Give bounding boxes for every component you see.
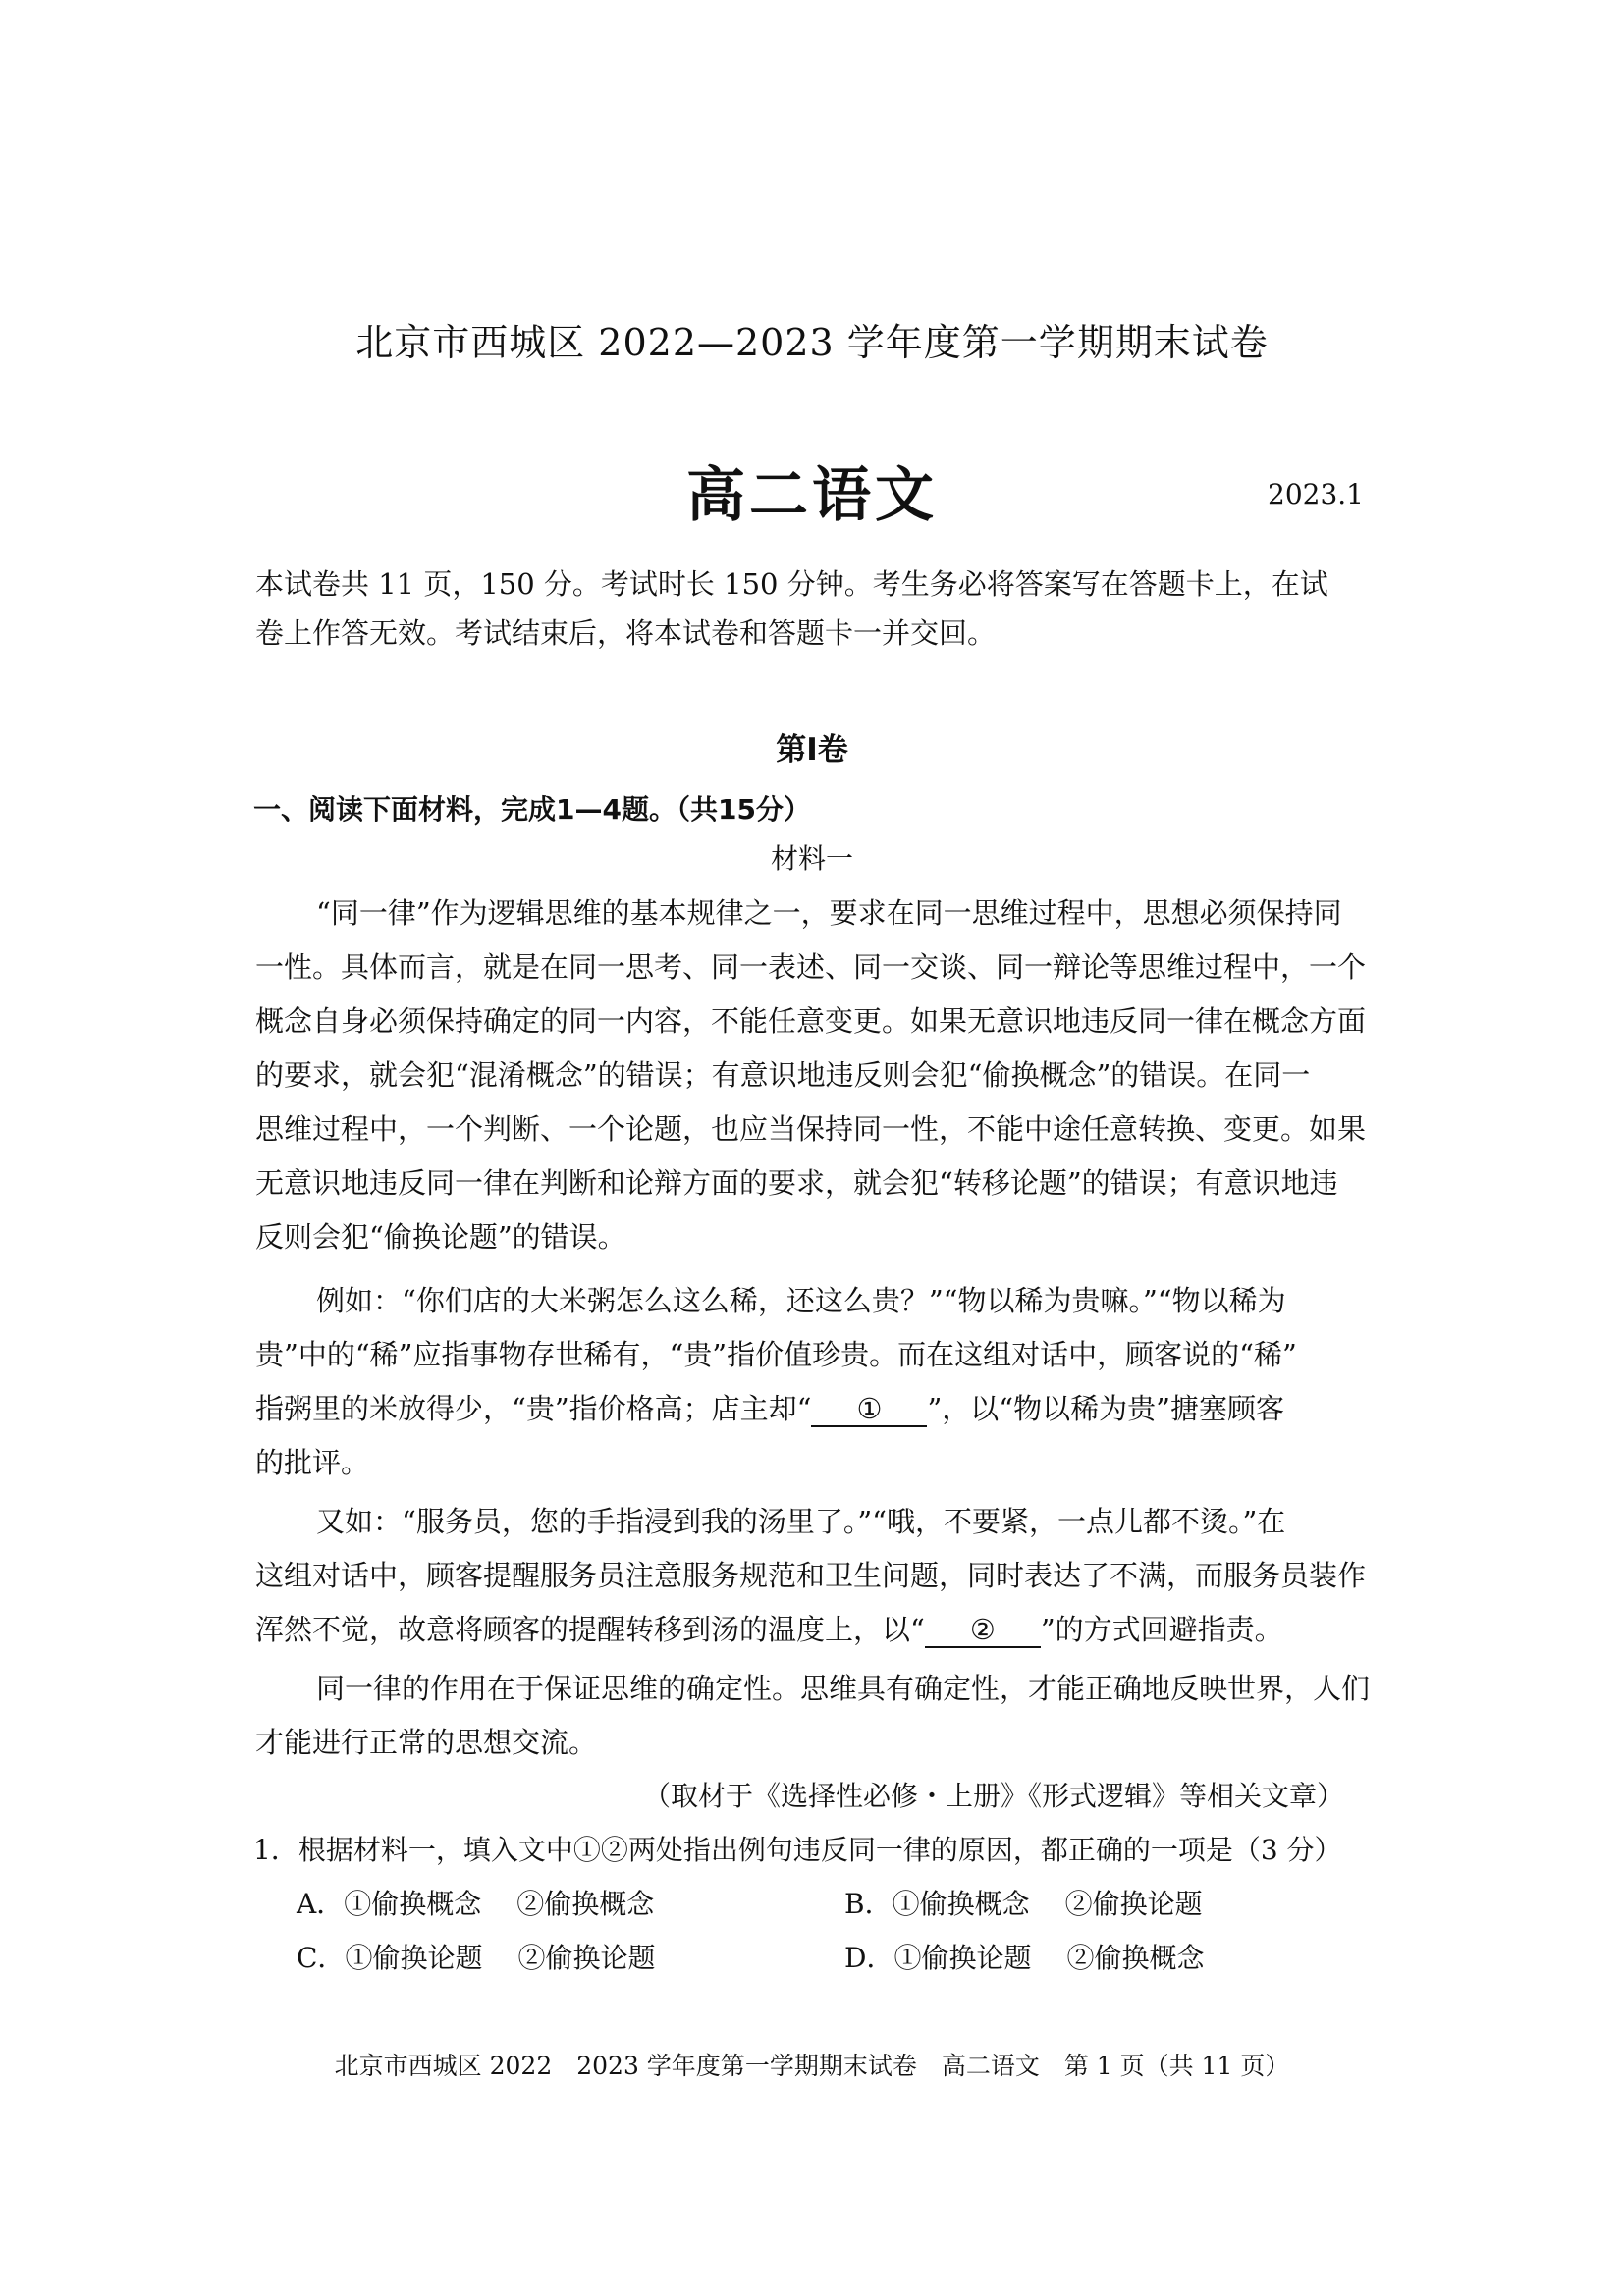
option-text: ①偷换概念 [344, 1888, 482, 1920]
exam-date: 2023.1 [1268, 478, 1364, 510]
section-heading: 一、阅读下面材料，完成1—4题。（共15分） [253, 793, 811, 826]
passage-line: 同一律的作用在于保证思维的确定性。思维具有确定性，才能正确地反映世界，人们 [316, 1672, 1371, 1705]
passage-line: 概念自身必须保持确定的同一内容，不能任意变更。如果无意识地违反同一律在概念方面 [255, 1004, 1367, 1038]
passage-line: 思维过程中，一个判断、一个论题，也应当保持同一性，不能中途任意转换、变更。如果 [255, 1112, 1367, 1146]
passage-line-blank-1 [255, 1387, 1284, 1427]
option-label: D． [844, 1942, 894, 1974]
passage-line: 这组对话中，顾客提醒服务员注意服务规范和卫生问题，同时表达了不满，而服务员装作 [255, 1559, 1367, 1592]
material-title: 材料一 [770, 842, 853, 875]
option-d [844, 1937, 1204, 1976]
passage-line: 又如：“服务员，您的手指浸到我的汤里了。”“哦，不要紧，一点儿都不烫。”在 [316, 1505, 1286, 1538]
passage-line: 才能进行正常的思想交流。 [255, 1726, 598, 1759]
blank-2-after: ”的方式回避指责。 [1040, 1613, 1283, 1646]
part-title: 第Ⅰ卷 [776, 732, 848, 768]
option-a [297, 1883, 654, 1922]
page-footer: 北京市西城区 2022 2023 学年度第一学期期末试卷 高二语文 第 1 页（共 11 页） [334, 2052, 1290, 2080]
option-text: ①偷换论题 [345, 1942, 483, 1974]
option-b [844, 1883, 1203, 1922]
option-c [297, 1937, 655, 1976]
option-label: A． [297, 1888, 345, 1920]
blank-2: ② [925, 1616, 1041, 1648]
option-text: ②偷换概念 [1066, 1942, 1205, 1974]
source-citation: （取材于《选择性必修・上册》《形式逻辑》等相关文章） [643, 1780, 1345, 1812]
passage-line: 的要求，就会犯“混淆概念”的错误；有意识地违反则会犯“偷换概念”的错误。在同一 [255, 1058, 1311, 1092]
option-text: ②偷换概念 [516, 1888, 655, 1920]
blank-1: ① [811, 1395, 927, 1427]
option-text: ②偷换论题 [1064, 1888, 1203, 1920]
passage-line: 的批评。 [255, 1446, 370, 1479]
option-text: ①偷换概念 [892, 1888, 1030, 1920]
passage-line-blank-2 [255, 1608, 1283, 1648]
passage-line: 反则会犯“偷换论题”的错误。 [255, 1220, 626, 1254]
option-text: ①偷换论题 [893, 1942, 1032, 1974]
instructions-line-1: 本试卷共 11 页，150 分。考试时长 150 分钟。考生务必将答案写在答题卡上，在试 [255, 567, 1328, 601]
passage-line: 无意识地违反同一律在判断和论辩方面的要求，就会犯“转移论题”的错误；有意识地违 [255, 1166, 1338, 1200]
option-text: ②偷换论题 [517, 1942, 656, 1974]
subject-title: 高二语文 [686, 461, 938, 530]
passage-line: 一性。具体而言，就是在同一思考、同一表述、同一交谈、同一辩论等思维过程中，一个 [255, 950, 1367, 984]
passage-line: 贵”中的“稀”应指事物存世稀有，“贵”指价值珍贵。而在这组对话中，顾客说的“稀” [255, 1338, 1297, 1371]
blank-1-after: ”，以“物以稀为贵”搪塞顾客 [927, 1392, 1284, 1425]
question-1-stem: 1．根据材料一，填入文中①②两处指出例句违反同一律的原因，都正确的一项是（3 分） [253, 1834, 1342, 1866]
option-label: C． [297, 1942, 346, 1974]
blank-1-before: 指粥里的米放得少，“贵”指价格高；店主却“ [255, 1392, 812, 1425]
instructions-line-2: 卷上作答无效。考试结束后，将本试卷和答题卡一并交回。 [255, 616, 997, 650]
option-label: B． [844, 1888, 893, 1920]
blank-2-before: 浑然不觉，故意将顾客的提醒转移到汤的温度上，以“ [255, 1613, 925, 1646]
passage-line: 例如：“你们店的大米粥怎么这么稀，还这么贵？”“物以稀为贵嘛。”“物以稀为 [316, 1284, 1286, 1317]
passage-line: “同一律”作为逻辑思维的基本规律之一，要求在同一思维过程中，思想必须保持同 [316, 896, 1342, 930]
exam-title: 北京市西城区 2022—2023 学年度第一学期期末试卷 [355, 321, 1269, 364]
